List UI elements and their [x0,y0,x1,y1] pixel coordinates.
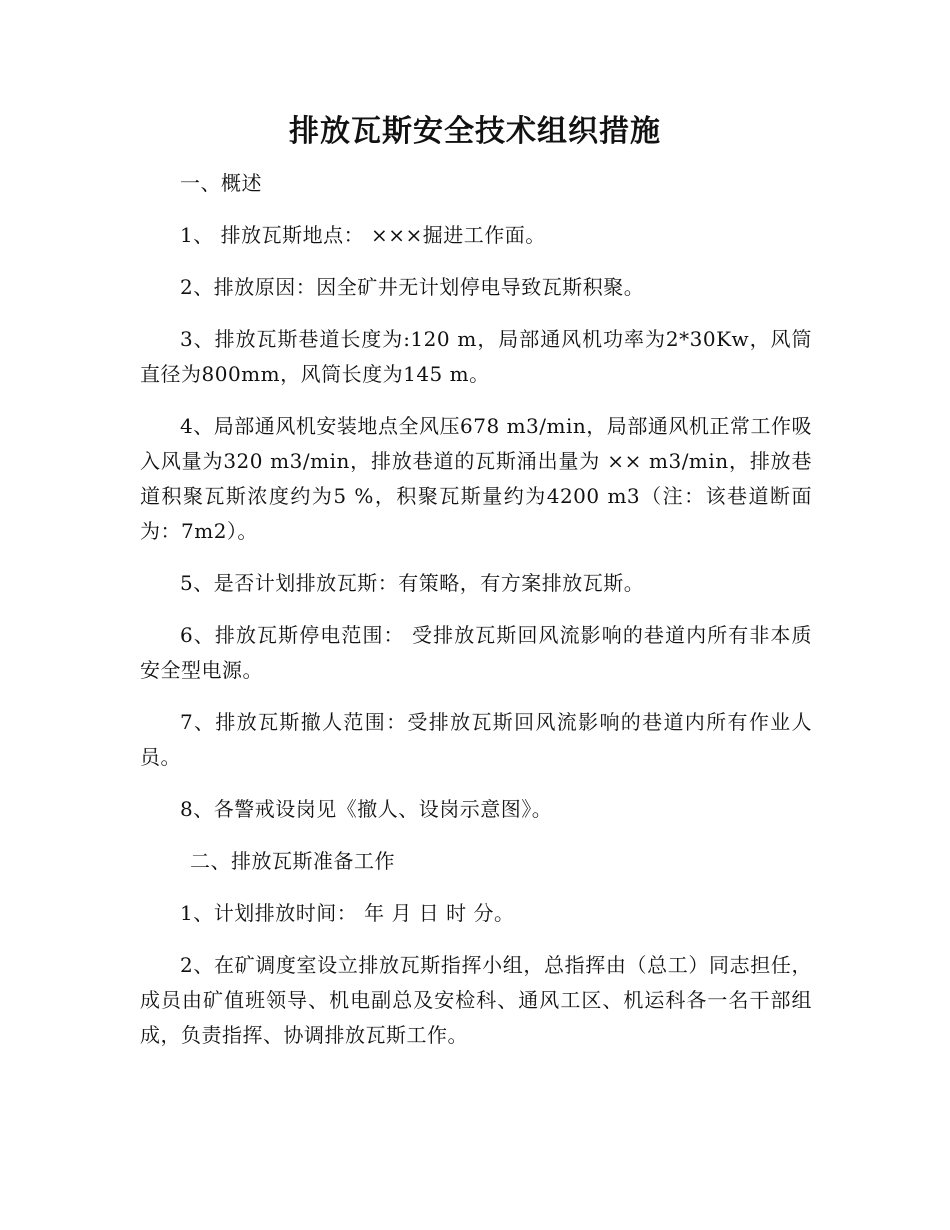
paragraph-planned-time: 1、计划排放时间： 年 月 日 时 分。 [180,901,515,925]
paragraph-evacuation-range: 7、排放瓦斯撤人范围：受排放瓦斯回风流影响的巷道内所有作业人员。 [140,710,812,769]
paragraph-power-off-range: 6、排放瓦斯停电范围： 受排放瓦斯回风流影响的巷道内所有非本质安全型电源。 [140,623,812,682]
section-heading-preparation: 二、排放瓦斯准备工作 [190,849,395,873]
paragraph-reason: 2、排放原因：因全矿井无计划停电导致瓦斯积聚。 [180,275,645,299]
section-heading-overview: 一、概述 [180,171,262,195]
paragraph-plan: 5、是否计划排放瓦斯：有策略，有方案排放瓦斯。 [180,571,645,595]
paragraph-air-volume: 4、局部通风机安装地点全风压678 m3/min，局部通风机正常工作吸入风量为320 m3/min，排放巷道的瓦斯涌出量为 ×× m3/min，排放巷道积聚瓦斯浓度约为5 %，积聚瓦斯量约为4200 m3（注：该巷道断面为：7m2）。 [140,414,812,543]
document-title: 排放瓦斯安全技术组织措施 [289,114,661,149]
document-body [140,166,812,1070]
paragraph-guard-posts: 8、各警戒设岗见《撤人、设岗示意图》。 [180,797,553,821]
paragraph-command-group: 2、在矿调度室设立排放瓦斯指挥小组，总指挥由（总工）同志担任，成员由矿值班领导、机电副总及安检科、通风工区、机运科各一名干部组成，负责指挥、协调排放瓦斯工作。 [140,953,812,1047]
paragraph-roadway-length: 3、排放瓦斯巷道长度为:120 m，局部通风机功率为2*30Kw，风筒直径为800mm，风筒长度为145 m。 [140,327,812,386]
paragraph-location: 1、 排放瓦斯地点： ×××掘进工作面。 [180,223,546,247]
